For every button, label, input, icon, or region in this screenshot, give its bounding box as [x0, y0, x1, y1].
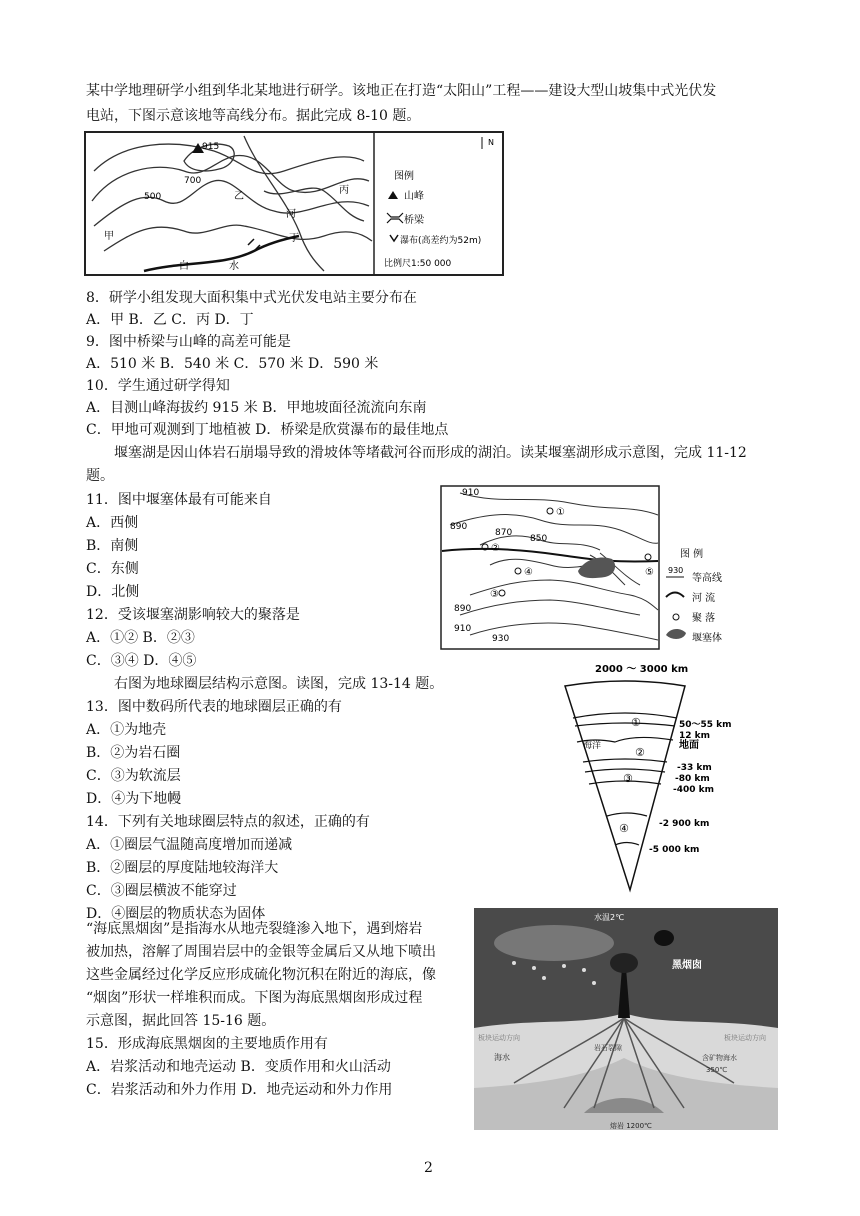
- svg-text:930: 930: [492, 634, 510, 644]
- q12-options-2: C．③④ D．④⑤: [86, 653, 197, 669]
- q11-option-c: C．东侧: [86, 561, 139, 577]
- svg-text:890: 890: [450, 522, 468, 532]
- svg-text:板块运动方向: 板块运动方向: [478, 1034, 520, 1042]
- svg-text:700: 700: [184, 176, 202, 186]
- q8-stem: 8．研学小组发现大面积集中式光伏发电站主要分布在: [86, 290, 417, 306]
- q12-stem: 12．受该堰塞湖影响较大的聚落是: [86, 607, 300, 623]
- svg-text:50～55 km: 50～55 km: [679, 720, 732, 730]
- q13-option-c: C．③为软流层: [86, 768, 181, 784]
- svg-text:-80 km: -80 km: [675, 774, 710, 784]
- svg-text:白: 白: [179, 261, 189, 272]
- svg-text:-5 000 km: -5 000 km: [649, 845, 700, 855]
- q13-option-b: B．②为岩石圈: [86, 745, 181, 761]
- svg-text:黑烟囱: 黑烟囱: [672, 960, 702, 971]
- svg-text:水温2℃: 水温2℃: [594, 913, 625, 922]
- svg-text:等高线: 等高线: [692, 573, 722, 584]
- svg-text:-2 900 km: -2 900 km: [659, 819, 710, 829]
- svg-text:岩石裂隙: 岩石裂隙: [594, 1044, 622, 1052]
- svg-text:②: ②: [635, 746, 645, 759]
- svg-text:河: 河: [286, 209, 296, 220]
- svg-text:-33 km: -33 km: [677, 763, 712, 773]
- q13-stem: 13．图中数码所代表的地球圈层正确的有: [86, 699, 342, 715]
- intro-15-16-line5: 示意图，据此回答 15-16 题。: [86, 1013, 276, 1029]
- svg-text:④: ④: [524, 567, 533, 578]
- svg-text:870: 870: [495, 528, 513, 538]
- svg-text:水: 水: [229, 261, 239, 272]
- svg-text:④: ④: [619, 822, 629, 835]
- svg-text:含矿物海水: 含矿物海水: [702, 1054, 737, 1062]
- barrier-lake-map: [440, 485, 770, 650]
- q15-options-1: A．岩浆活动和地壳运动 B．变质作用和火山活动: [86, 1059, 391, 1075]
- q13-option-a: A．①为地壳: [86, 722, 167, 738]
- contour-map-taiyangshan: [84, 131, 504, 276]
- intro-13-14: 右图为地球圈层结构示意图。读图，完成 13-14 题。: [114, 676, 444, 692]
- q14-stem: 14．下列有关地球圈层特点的叙述，正确的有: [86, 814, 370, 830]
- svg-text:⑤: ⑤: [645, 567, 654, 578]
- page-number: 2: [424, 1160, 433, 1176]
- svg-text:③: ③: [490, 589, 499, 600]
- svg-text:500: 500: [144, 192, 162, 202]
- q10-options-1: A．目测山峰海拔约 915 米 B．甲地坡面径流流向东南: [86, 400, 427, 416]
- intro-11-12-line1: 堰塞湖是因山体岩石崩塌导致的滑坡体等堵截河谷而形成的湖泊。读某堰塞湖形成示意图，完成 11-12: [114, 445, 747, 461]
- svg-text:930: 930: [668, 566, 684, 575]
- svg-text:聚 落: 聚 落: [692, 613, 716, 624]
- svg-text:河 流: 河 流: [692, 593, 716, 604]
- svg-text:②: ②: [491, 543, 500, 554]
- svg-text:N: N: [488, 138, 494, 147]
- svg-text:地面: 地面: [679, 740, 699, 751]
- intro-15-16-line3: 这些金属经过化学反应形成硫化物沉积在附近的海底，像: [86, 967, 436, 983]
- q14-option-b: B．②圈层的厚度陆地较海洋大: [86, 860, 279, 876]
- svg-text:海洋: 海洋: [583, 741, 602, 751]
- intro-15-16-line2: 被加热，溶解了周围岩层中的金银等金属后又从地下喷出: [86, 944, 436, 960]
- svg-text:图例: 图例: [394, 171, 414, 182]
- q9-stem: 9．图中桥梁与山峰的高差可能是: [86, 334, 291, 350]
- svg-text:①: ①: [631, 716, 641, 729]
- q12-options-1: A．①② B．②③: [86, 630, 195, 646]
- svg-text:910: 910: [454, 624, 472, 634]
- svg-text:板块运动方向: 板块运动方向: [724, 1034, 766, 1042]
- q11-stem: 11．图中堰塞体最有可能来自: [86, 492, 272, 508]
- q8-options: A．甲 B．乙 C．丙 D．丁: [86, 312, 254, 328]
- q14-option-c: C．③圈层横波不能穿过: [86, 883, 237, 899]
- svg-text:图 例: 图 例: [680, 549, 704, 560]
- q15-options-2: C．岩浆活动和外力作用 D．地壳运动和外力作用: [86, 1082, 393, 1098]
- svg-text:910: 910: [462, 488, 480, 498]
- q15-stem: 15．形成海底黑烟囱的主要地质作用有: [86, 1036, 328, 1052]
- svg-text:丙: 丙: [339, 185, 349, 196]
- intro-8-10-line2: 电站，下图示意该地等高线分布。据此完成 8-10 题。: [86, 108, 421, 124]
- intro-11-12-line2: 题。: [86, 468, 114, 484]
- svg-text:915: 915: [202, 142, 220, 152]
- svg-text:桥梁: 桥梁: [404, 215, 424, 226]
- svg-text:甲: 甲: [104, 231, 114, 242]
- svg-text:山峰: 山峰: [404, 191, 424, 202]
- earth-layers-diagram: [555, 660, 785, 895]
- svg-text:③: ③: [623, 772, 633, 785]
- intro-15-16-line4: “烟囱”形状一样堆积而成。下图为海底黑烟囱形成过程: [86, 990, 423, 1006]
- q9-options: A．510 米 B．540 米 C．570 米 D．590 米: [86, 356, 379, 372]
- svg-text:堰塞体: 堰塞体: [692, 633, 722, 644]
- svg-text:比例尺1:50 000: 比例尺1:50 000: [384, 259, 452, 269]
- intro-15-16-line1: “海底黑烟囱”是指海水从地壳裂缝渗入地下，遇到熔岩: [86, 921, 423, 937]
- svg-text:瀑布(高差约为52m): 瀑布(高差约为52m): [400, 236, 482, 246]
- svg-text:丁: 丁: [289, 233, 299, 244]
- black-smoker-diagram: [474, 908, 778, 1130]
- q11-option-d: D．北侧: [86, 584, 140, 600]
- svg-text:890: 890: [454, 604, 472, 614]
- svg-text:2000 ～ 3000 km: 2000 ～ 3000 km: [595, 664, 689, 675]
- svg-text:12 km: 12 km: [679, 731, 711, 741]
- svg-text:-400 km: -400 km: [673, 785, 715, 795]
- q11-option-b: B．南侧: [86, 538, 139, 554]
- svg-text:①: ①: [556, 507, 565, 518]
- svg-text:乙: 乙: [234, 191, 244, 202]
- svg-text:海水: 海水: [494, 1053, 510, 1062]
- q14-option-a: A．①圈层气温随高度增加而递减: [86, 837, 293, 853]
- svg-text:熔岩 1200℃: 熔岩 1200℃: [610, 1122, 652, 1130]
- q10-options-2: C．甲地可观测到丁地植被 D．桥梁是欣赏瀑布的最佳地点: [86, 422, 449, 438]
- q10-stem: 10．学生通过研学得知: [86, 378, 230, 394]
- q13-option-d: D．④为下地幔: [86, 791, 182, 807]
- svg-text:350℃: 350℃: [706, 1066, 728, 1074]
- q11-option-a: A．西侧: [86, 515, 139, 531]
- intro-8-10-line1: 某中学地理研学小组到华北某地进行研学。该地正在打造“太阳山”工程——建设大型山坡集中式光伏发: [86, 83, 717, 99]
- svg-text:850: 850: [530, 534, 548, 544]
- q14-option-d: D．④圈层的物质状态为固体: [86, 906, 266, 922]
